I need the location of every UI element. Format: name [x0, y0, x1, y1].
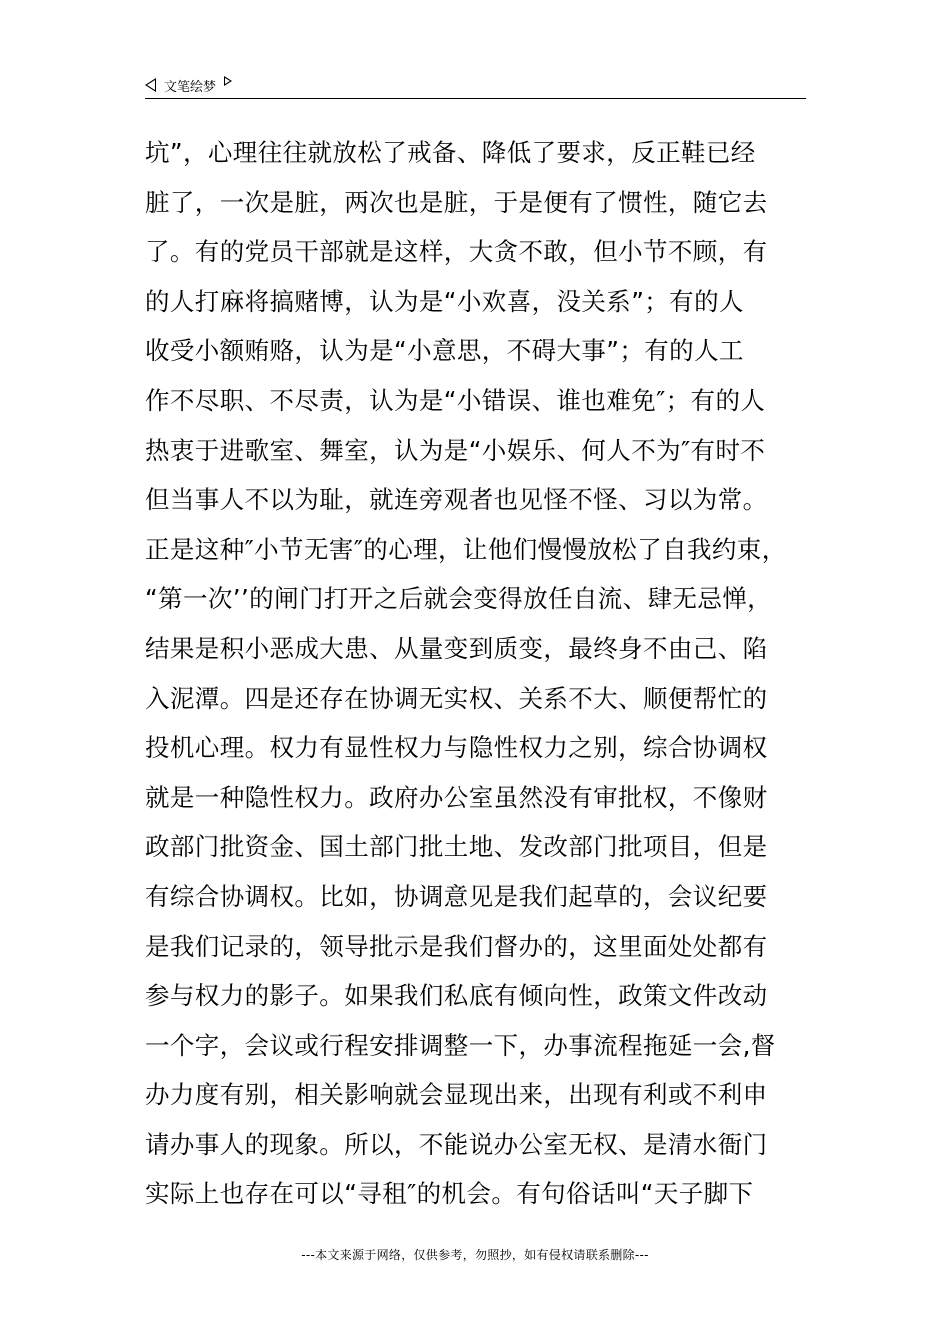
text-line: 结果是积小恶成大患、从量变到质变，最终身不由己、陷: [145, 633, 768, 663]
text-line: 收受小额贿赂，认为是“小意思，不碍大事”；有的人工: [145, 336, 744, 366]
body-text: [145, 128, 813, 1219]
text-line: 有综合协调权。比如，协调意见是我们起草的，会议纪要: [145, 881, 768, 911]
text-line: 实际上也存在可以“寻租″的机会。有句俗话叫“天子脚下: [145, 1179, 754, 1209]
text-line: 就是一种隐性权力。政府办公室虽然没有审批权，不像财: [145, 782, 768, 812]
triangle-right-icon: [224, 76, 232, 86]
text-line: 的人打麻将搞赌博，认为是“小欢喜，没关系”；有的人: [145, 286, 744, 316]
text-line: 办力度有别，相关影响就会显现出来，出现有利或不利申: [145, 1080, 768, 1110]
text-line: 投机心理。权力有显性权力与隐性权力之别，综合协调权: [145, 733, 768, 763]
header-title: 文笔绘梦: [164, 79, 217, 95]
text-line: 作不尽职、不尽责，认为是“小错误、谁也难免″；有的人: [145, 385, 766, 415]
page-header: [145, 72, 806, 99]
text-line: 政部门批资金、国土部门批土地、发改部门批项目，但是: [145, 832, 768, 862]
text-line: 参与权力的影子。如果我们私底有倾向性，政策文件改动: [145, 981, 768, 1011]
triangle-left-icon: [145, 78, 156, 92]
text-line: “第一次’’的闸门打开之后就会变得放任自流、肆无忌惮，: [145, 584, 773, 614]
page-footer: ---本文来源于网络，仅供参考，勿照抄，如有侵权请联系删除---: [301, 1248, 649, 1262]
text-line: 一个字，会议或行程安排调整一下，办事流程拖延一会,督: [145, 1030, 776, 1060]
text-line: 请办事人的现象。所以，不能说办公室无权、是清水衙门: [145, 1129, 768, 1159]
text-line: 入泥潭。四是还存在协调无实权、关系不大、顺便帮忙的: [145, 683, 768, 713]
text-line: 坑”，心理往往就放松了戒备、降低了要求，反正鞋已经: [145, 138, 756, 167]
text-line: 热衷于进歌室、舞室，认为是“小娱乐、何人不为″有时不: [145, 435, 766, 465]
text-line: 但当事人不以为耻，就连旁观者也见怪不怪、习以为常。: [145, 485, 768, 515]
text-line: 了。有的党员干部就是这样，大贪不敢，但小节不顾，有: [145, 237, 768, 267]
text-line: 是我们记录的，领导批示是我们督办的，这里面处处都有: [145, 931, 768, 961]
text-line: 脏了，一次是脏，两次也是脏，于是便有了惯性，随它去: [145, 187, 768, 217]
text-line: 正是这种″小节无害″的心理，让他们慢慢放松了自我约束，: [145, 534, 787, 564]
